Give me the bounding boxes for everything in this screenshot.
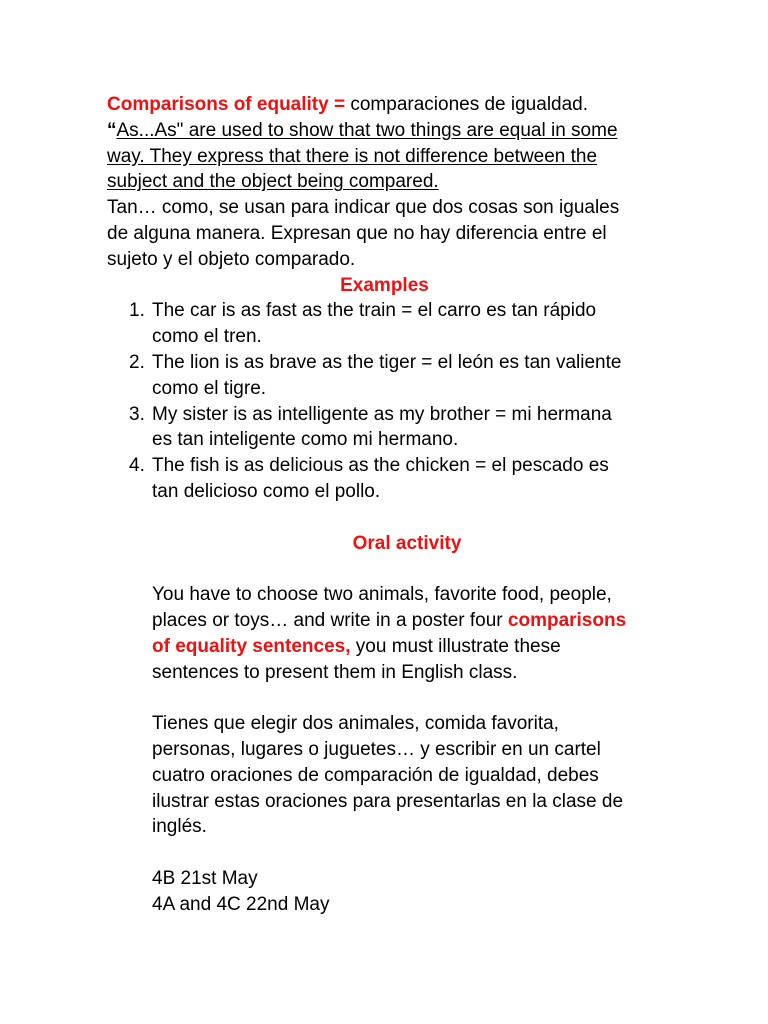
- oral-activity-title: Oral activity: [352, 532, 462, 554]
- english-explanation-line-1: [107, 118, 667, 144]
- paragraph-line: sentences to present them in English class.: [152, 661, 518, 683]
- spacer: [107, 556, 667, 582]
- list-item: [107, 350, 667, 402]
- spanish-explanation-line-2: de alguna manera. Expresan que no hay diferencia entre el: [107, 222, 607, 244]
- list-item: [107, 453, 667, 505]
- spanish-explanation-line-3: sujeto y el objeto comparado.: [107, 248, 356, 270]
- list-item: [107, 402, 667, 454]
- paragraph-line: cuatro oraciones de comparación de igualdad, debes: [152, 764, 599, 786]
- list-item-line: tan delicioso como el pollo.: [152, 480, 381, 502]
- spacer: [107, 505, 667, 531]
- list-item-line: como el tigre.: [152, 377, 267, 399]
- quote-mark: “: [107, 119, 117, 141]
- examples-title: Examples: [340, 274, 429, 296]
- paragraph-line: [152, 634, 667, 660]
- list-item-number: 1.: [129, 300, 145, 322]
- paragraph-line: You have to choose two animals, favorite food, people,: [152, 584, 612, 606]
- spacer: [152, 840, 667, 866]
- english-explanation-line-2: [107, 144, 667, 170]
- paragraph-line: ilustrar estas oraciones para presentarlas en la clase de: [152, 790, 624, 812]
- list-item-line: como el tren.: [152, 326, 262, 348]
- list-item-number: 3.: [129, 403, 145, 425]
- paragraph-line: [152, 608, 667, 634]
- list-item-line: es tan inteligente como mi hermano.: [152, 429, 459, 451]
- english-explanation-text: subject and the object being compared.: [107, 171, 439, 193]
- paragraph-line: inglés.: [152, 816, 207, 838]
- english-explanation-text: way. They express that there is not difference between the: [107, 145, 598, 167]
- intro-heading: [107, 92, 667, 118]
- list-item: [107, 298, 667, 350]
- english-explanation-line-3: [107, 169, 667, 195]
- examples-list: [107, 298, 667, 504]
- list-item-line: The car is as fast as the train = el carro es tan rápido: [152, 300, 597, 322]
- list-item-number: 2.: [129, 351, 145, 373]
- spacer: [152, 685, 667, 711]
- spanish-explanation-line-1: Tan… como, se usan para indicar que dos cosas son iguales: [107, 197, 620, 219]
- oral-activity-english-paragraph: [107, 582, 667, 917]
- paragraph-line: Tienes que elegir dos animales, comida favorita,: [152, 713, 559, 735]
- heading-red-text: Comparisons of equality =: [107, 94, 346, 115]
- date-line-4b: 4B 21st May: [152, 867, 258, 889]
- heading-translation: comparaciones de igualdad.: [345, 94, 589, 115]
- highlight-text: of equality sentences,: [152, 635, 351, 657]
- list-item-number: 4.: [129, 455, 145, 477]
- paragraph-line: personas, lugares o juguetes… y escribir en un cartel: [152, 738, 601, 760]
- list-item-line: The lion is as brave as the tiger = el león es tan valiente: [152, 351, 622, 373]
- list-item-line: My sister is as intelligente as my brother = mi hermana: [152, 403, 612, 425]
- paragraph-text: you must illustrate these: [350, 635, 561, 657]
- list-item-line: The fish is as delicious as the chicken = el pescado es: [152, 455, 609, 477]
- paragraph-text: places or toys… and write in a poster four: [152, 609, 508, 631]
- highlight-text: comparisons: [507, 609, 627, 631]
- document-page: [107, 92, 667, 918]
- date-line-4a-4c: 4A and 4C 22nd May: [152, 893, 330, 915]
- english-explanation-text: As...As" are used to show that two things are equal in some: [116, 119, 618, 141]
